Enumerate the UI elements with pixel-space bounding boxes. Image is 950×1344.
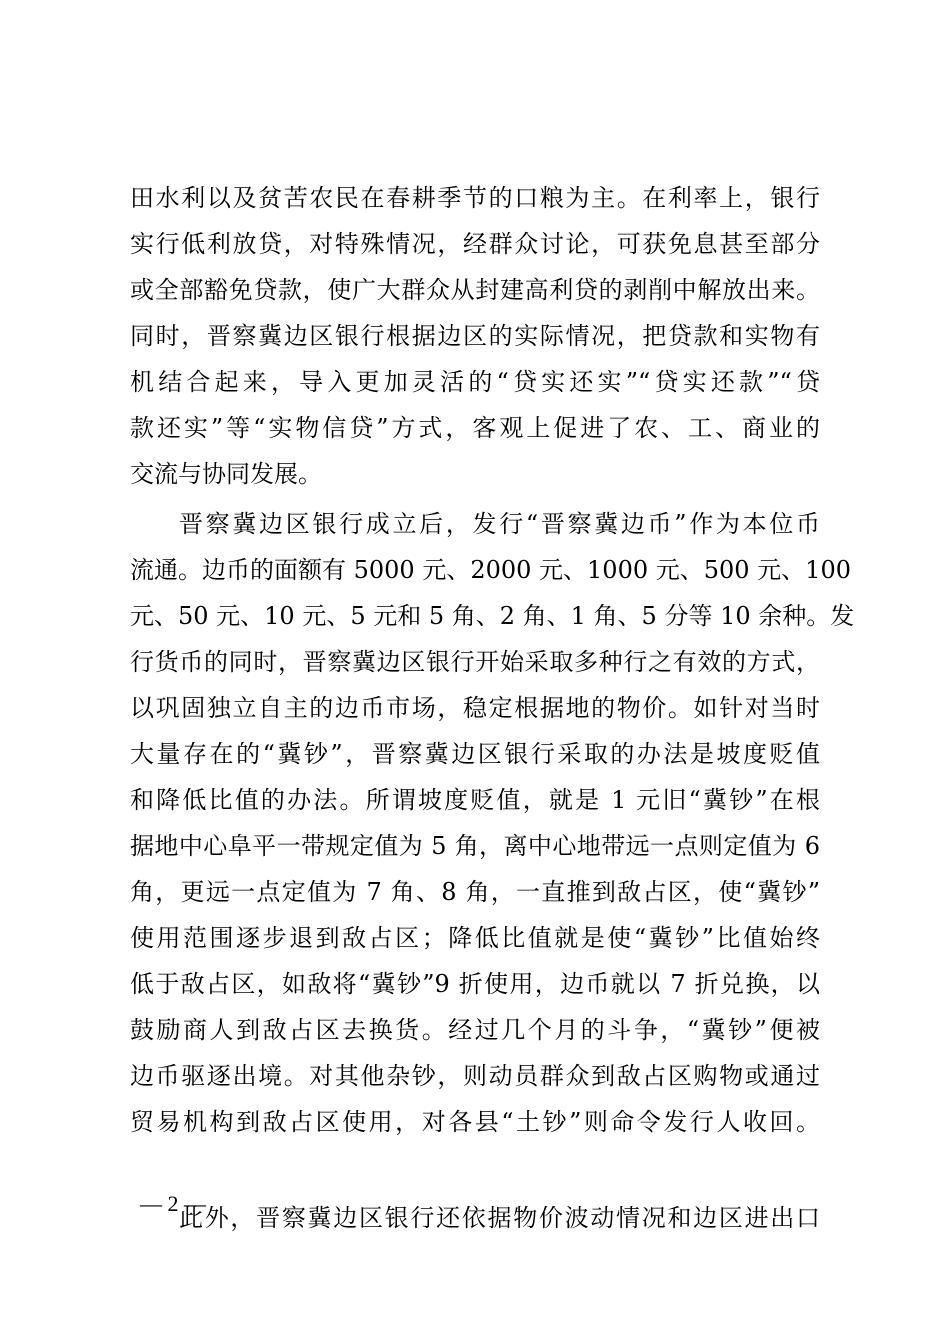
- text-line: [130, 1145, 820, 1191]
- text-line: 角，更远一点定值为 7 角、8 角，一直推到敌占区，使“冀钞”: [130, 878, 820, 906]
- text-line: 流通。边币的面额有 5000 元、2000 元、1000 元、500 元、100: [130, 556, 851, 584]
- text-line: 以巩固独立自主的边币市场，稳定根据地的物价。如针对当时: [130, 694, 820, 722]
- paragraph-2: [130, 501, 855, 1191]
- text-line: 同时，晋察冀边区银行根据边区的实际情况，把贷款和实物有: [130, 322, 820, 350]
- text-line: 据地中心阜平一带规定值为 5 角，离中心地带远一点则定值为 6: [130, 832, 820, 860]
- text-line: 晋察冀边区银行成立后，发行“晋察冀边币”作为本位币: [179, 510, 820, 538]
- text-line: 低于敌占区，如敌将“冀钞”9 折使用，边币就以 7 折兑换，以: [130, 970, 820, 998]
- text-line: 元、50 元、10 元、5 元和 5 角、2 角、1 角、5 分等 10 余种。发: [130, 602, 855, 630]
- text-line: 和降低比值的办法。所谓坡度贬值，就是 1 元旧“冀钞”在根: [130, 786, 820, 814]
- body-text: [130, 175, 855, 1241]
- text-line: 边币驱逐出境。对其他杂钞，则动员群众到敌占区购物或通过: [130, 1062, 820, 1090]
- text-line: 交流与协同发展。: [130, 460, 322, 488]
- paragraph-3: [130, 1195, 820, 1241]
- text-line: 或全部豁免贷款，使广大群众从封建高利贷的剥削中解放出来。: [130, 276, 820, 304]
- text-line: 贸易机构到敌占区使用，对各县“土钞”则命令发行人收回。: [130, 1108, 820, 1136]
- text-line: 此外，晋察冀边区银行还依据物价波动情况和边区进出口: [179, 1204, 820, 1232]
- text-line: 机结合起来，导入更加灵活的“贷实还实”“贷实还款”“贷: [130, 368, 820, 396]
- text-line: 款还实”等“实物信贷”方式，客观上促进了农、工、商业的: [130, 414, 820, 442]
- paragraph-1: [130, 175, 820, 497]
- page-number: — 2 —: [140, 1191, 206, 1216]
- text-line: 大量存在的“冀钞”，晋察冀边区银行采取的办法是坡度贬值: [130, 740, 820, 768]
- text-line: 田水利以及贫苦农民在春耕季节的口粮为主。在利率上，银行: [130, 184, 820, 212]
- text-line: 使用范围逐步退到敌占区；降低比值就是使“冀钞”比值始终: [130, 924, 820, 952]
- text-line: 鼓励商人到敌占区去换货。经过几个月的斗争，“冀钞”便被: [130, 1016, 820, 1044]
- text-line: 行货币的同时，晋察冀边区银行开始采取多种行之有效的方式，: [130, 648, 820, 676]
- text-line: 实行低利放贷，对特殊情况，经群众讨论，可获免息甚至部分: [130, 230, 820, 258]
